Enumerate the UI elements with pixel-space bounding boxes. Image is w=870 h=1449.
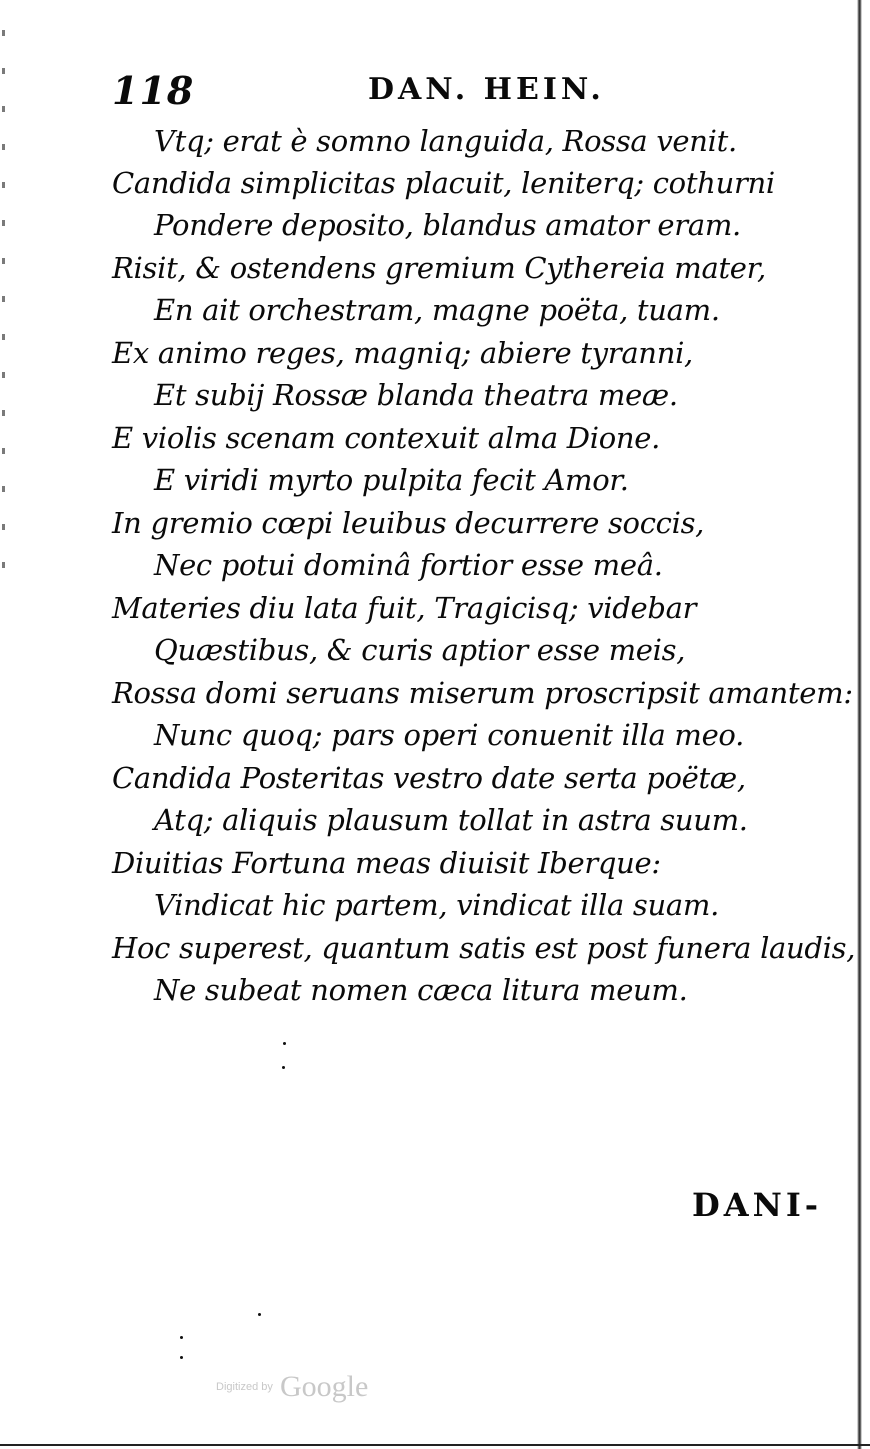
scan-edge-left xyxy=(2,30,5,590)
watermark-prefix: Digitized by xyxy=(216,1381,273,1393)
verse-line: Quæstibus, & curis aptior esse meis, xyxy=(154,633,686,667)
verse-line: Hoc superest, quantum satis est post funera laudis, xyxy=(112,931,856,965)
watermark-brand: Google xyxy=(279,1370,369,1403)
verse-line: Diuitias Fortuna meas diuisit Iberque: xyxy=(112,846,661,880)
page-number: 118 xyxy=(112,68,195,113)
verse-line: Vindicat hic partem, vindicat illa suam. xyxy=(154,888,719,922)
catchword: DANI- xyxy=(692,1186,823,1224)
verse-line: Nec potui dominâ fortior esse meâ. xyxy=(154,548,663,582)
print-speck xyxy=(282,1066,285,1069)
verse-line: Candida Posteritas vestro date serta poëtæ, xyxy=(112,761,746,795)
print-speck xyxy=(283,1042,286,1045)
running-head: DAN. HEIN. xyxy=(368,72,605,107)
verse-line: Rossa domi seruans miserum proscripsit amantem: xyxy=(112,676,853,710)
verse-line: Pondere deposito, blandus amator eram. xyxy=(154,208,741,242)
verse-line: Ex animo reges, magniq; abiere tyranni, xyxy=(112,336,693,370)
print-speck xyxy=(180,1336,183,1339)
verse-line: In gremio cœpi leuibus decurrere soccis, xyxy=(112,506,705,540)
verse-line: Ne subeat nomen cæca litura meum. xyxy=(154,973,688,1007)
verse-line: Materies diu lata fuit, Tragicisq; videbar xyxy=(112,591,697,625)
verse-line: E violis scenam contexuit alma Dione. xyxy=(112,421,661,455)
page-header xyxy=(0,62,870,112)
verse-line: Nunc quoq; pars operi conuenit illa meo. xyxy=(154,718,745,752)
scan-edge-bottom xyxy=(0,1444,870,1446)
verse-line: En ait orchestram, magne poëta, tuam. xyxy=(154,293,720,327)
verse-line: Candida simplicitas placuit, leniterq; cothurni xyxy=(112,166,775,200)
scan-edge-right xyxy=(857,0,862,1449)
verse-line: Vtq; erat è somno languida, Rossa venit. xyxy=(154,124,737,158)
verse-line: E viridi myrto pulpita fecit Amor. xyxy=(154,463,629,497)
print-speck xyxy=(180,1356,183,1359)
verse-line: Risit, & ostendens gremium Cythereia mater, xyxy=(112,251,766,285)
verse-line: Atq; aliquis plausum tollat in astra suum. xyxy=(154,803,748,837)
print-speck xyxy=(258,1313,261,1316)
verse-line: Et subij Rossæ blanda theatra meæ. xyxy=(154,378,678,412)
digitized-watermark xyxy=(216,1370,368,1404)
